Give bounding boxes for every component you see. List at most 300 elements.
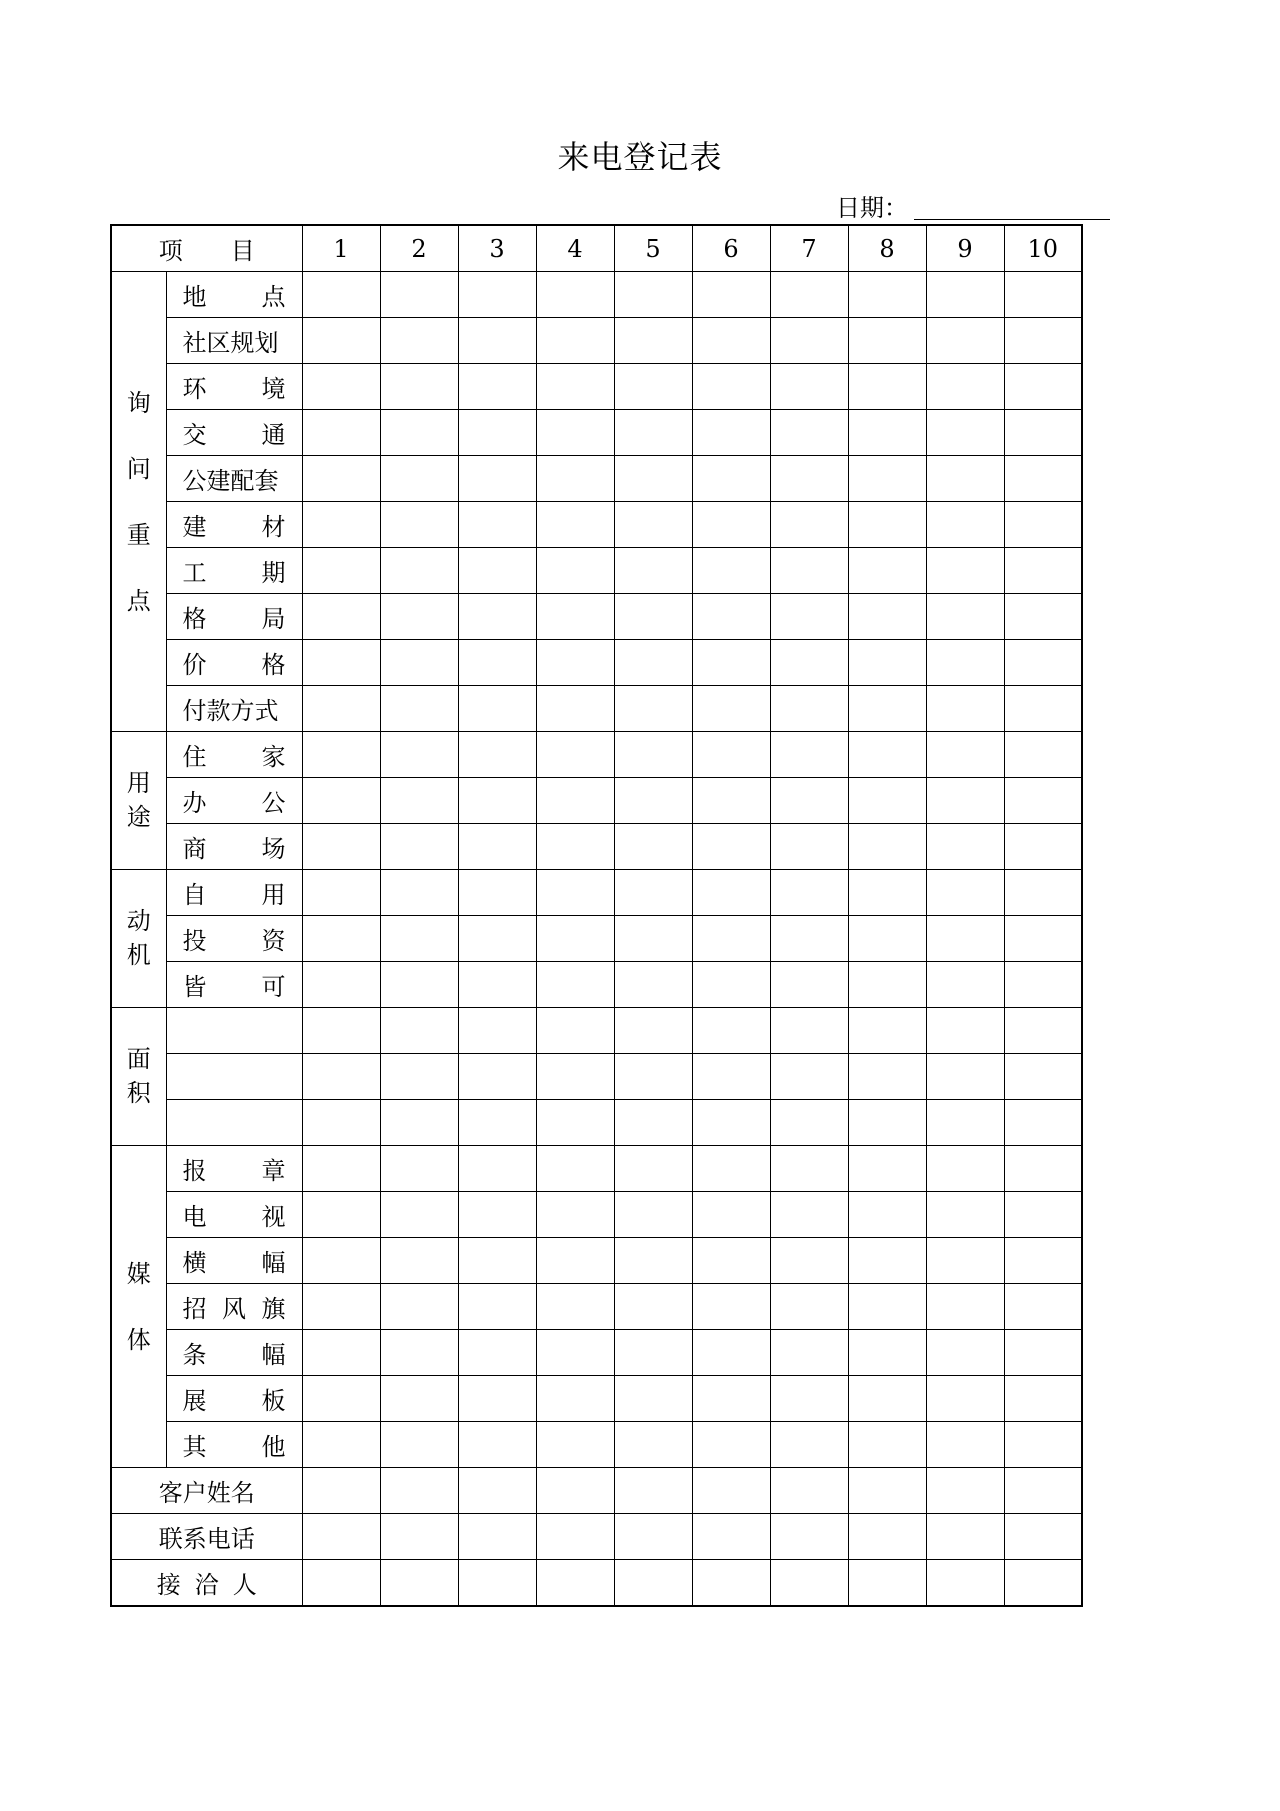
- entry-cell[interactable]: [458, 1330, 536, 1376]
- entry-cell[interactable]: [848, 1330, 926, 1376]
- entry-cell[interactable]: [926, 870, 1004, 916]
- entry-cell[interactable]: [848, 1008, 926, 1054]
- entry-cell[interactable]: [692, 870, 770, 916]
- entry-cell[interactable]: [692, 594, 770, 640]
- entry-cell[interactable]: [770, 1008, 848, 1054]
- entry-cell[interactable]: [302, 870, 380, 916]
- entry-cell[interactable]: [536, 1146, 614, 1192]
- entry-cell[interactable]: [770, 732, 848, 778]
- entry-cell[interactable]: [848, 1238, 926, 1284]
- entry-cell[interactable]: [692, 1008, 770, 1054]
- entry-cell[interactable]: [848, 1514, 926, 1560]
- entry-cell[interactable]: [380, 1146, 458, 1192]
- entry-cell[interactable]: [848, 318, 926, 364]
- entry-cell[interactable]: [614, 594, 692, 640]
- entry-cell[interactable]: [302, 1422, 380, 1468]
- entry-cell[interactable]: [302, 456, 380, 502]
- entry-cell[interactable]: [926, 456, 1004, 502]
- entry-cell[interactable]: [458, 502, 536, 548]
- entry-cell[interactable]: [1004, 1468, 1082, 1514]
- entry-cell[interactable]: [692, 1238, 770, 1284]
- entry-cell[interactable]: [848, 272, 926, 318]
- entry-cell[interactable]: [848, 1192, 926, 1238]
- entry-cell[interactable]: [614, 1054, 692, 1100]
- entry-cell[interactable]: [926, 686, 1004, 732]
- entry-cell[interactable]: [926, 962, 1004, 1008]
- registration-table: [110, 224, 1083, 1607]
- header-item-label: 项 目: [111, 225, 302, 272]
- entry-cell[interactable]: [380, 1422, 458, 1468]
- entry-cell[interactable]: [926, 318, 1004, 364]
- entry-cell[interactable]: [926, 410, 1004, 456]
- entry-cell[interactable]: [458, 640, 536, 686]
- entry-cell[interactable]: [536, 916, 614, 962]
- entry-cell[interactable]: [770, 1422, 848, 1468]
- entry-cell[interactable]: [458, 916, 536, 962]
- entry-cell[interactable]: [848, 1100, 926, 1146]
- entry-cell[interactable]: [848, 824, 926, 870]
- entry-cell[interactable]: [1004, 1560, 1082, 1607]
- entry-cell[interactable]: [536, 1514, 614, 1560]
- entry-cell[interactable]: [458, 1284, 536, 1330]
- entry-cell[interactable]: [926, 1192, 1004, 1238]
- entry-cell[interactable]: [1004, 1376, 1082, 1422]
- entry-cell[interactable]: [770, 870, 848, 916]
- entry-cell[interactable]: [1004, 1238, 1082, 1284]
- entry-cell[interactable]: [536, 1468, 614, 1514]
- entry-cell[interactable]: [458, 272, 536, 318]
- entry-cell[interactable]: [536, 1422, 614, 1468]
- entry-cell[interactable]: [848, 1468, 926, 1514]
- entry-cell[interactable]: [302, 1054, 380, 1100]
- entry-cell[interactable]: [380, 594, 458, 640]
- entry-cell[interactable]: [458, 548, 536, 594]
- entry-cell[interactable]: [926, 502, 1004, 548]
- entry-cell[interactable]: [692, 548, 770, 594]
- entry-cell[interactable]: [380, 1376, 458, 1422]
- entry-cell[interactable]: [770, 456, 848, 502]
- entry-cell[interactable]: [692, 318, 770, 364]
- entry-cell[interactable]: [1004, 1054, 1082, 1100]
- entry-cell[interactable]: [1004, 916, 1082, 962]
- entry-cell[interactable]: [536, 1376, 614, 1422]
- entry-cell[interactable]: [1004, 502, 1082, 548]
- entry-cell[interactable]: [302, 1146, 380, 1192]
- entry-cell[interactable]: [692, 1284, 770, 1330]
- entry-cell[interactable]: [302, 640, 380, 686]
- entry-cell[interactable]: [770, 1560, 848, 1607]
- entry-cell[interactable]: [302, 732, 380, 778]
- entry-cell[interactable]: [302, 1008, 380, 1054]
- entry-cell[interactable]: [380, 364, 458, 410]
- entry-cell[interactable]: [458, 456, 536, 502]
- entry-cell[interactable]: [692, 364, 770, 410]
- entry-cell[interactable]: [848, 502, 926, 548]
- entry-cell[interactable]: [770, 916, 848, 962]
- entry-cell[interactable]: [380, 1468, 458, 1514]
- entry-cell[interactable]: [1004, 1008, 1082, 1054]
- entry-cell[interactable]: [1004, 1284, 1082, 1330]
- entry-cell[interactable]: [458, 1192, 536, 1238]
- entry-cell[interactable]: [692, 502, 770, 548]
- entry-cell[interactable]: [848, 364, 926, 410]
- entry-cell[interactable]: [380, 456, 458, 502]
- entry-cell[interactable]: [1004, 548, 1082, 594]
- entry-cell[interactable]: [380, 318, 458, 364]
- entry-cell[interactable]: [458, 824, 536, 870]
- entry-cell[interactable]: [380, 778, 458, 824]
- entry-cell[interactable]: [614, 1238, 692, 1284]
- entry-cell[interactable]: [926, 1238, 1004, 1284]
- entry-cell[interactable]: [302, 686, 380, 732]
- entry-cell[interactable]: [1004, 364, 1082, 410]
- entry-cell[interactable]: [770, 1376, 848, 1422]
- entry-cell[interactable]: [536, 272, 614, 318]
- entry-cell[interactable]: [692, 686, 770, 732]
- entry-cell[interactable]: [614, 502, 692, 548]
- form-title: 来电登记表: [557, 138, 723, 176]
- entry-cell[interactable]: [536, 732, 614, 778]
- entry-cell[interactable]: [1004, 1330, 1082, 1376]
- entry-cell[interactable]: [770, 824, 848, 870]
- entry-cell[interactable]: [302, 548, 380, 594]
- entry-cell[interactable]: [380, 1284, 458, 1330]
- entry-cell[interactable]: [692, 410, 770, 456]
- entry-cell[interactable]: [692, 640, 770, 686]
- entry-cell[interactable]: [614, 1330, 692, 1376]
- entry-cell[interactable]: [536, 456, 614, 502]
- entry-cell[interactable]: [692, 1146, 770, 1192]
- entry-cell[interactable]: [926, 1146, 1004, 1192]
- entry-cell[interactable]: [614, 410, 692, 456]
- entry-cell[interactable]: [614, 640, 692, 686]
- entry-cell[interactable]: [692, 1192, 770, 1238]
- entry-cell[interactable]: [380, 870, 458, 916]
- entry-cell[interactable]: [770, 1514, 848, 1560]
- entry-cell[interactable]: [1004, 456, 1082, 502]
- entry-cell[interactable]: [302, 1100, 380, 1146]
- group-label: [111, 1008, 166, 1146]
- entry-cell[interactable]: [848, 870, 926, 916]
- entry-cell[interactable]: [458, 1560, 536, 1607]
- entry-cell[interactable]: [848, 410, 926, 456]
- entry-cell[interactable]: [1004, 686, 1082, 732]
- entry-cell[interactable]: [458, 1054, 536, 1100]
- entry-cell[interactable]: [770, 272, 848, 318]
- entry-cell[interactable]: [458, 1146, 536, 1192]
- entry-cell[interactable]: [380, 686, 458, 732]
- entry-cell[interactable]: [302, 272, 380, 318]
- entry-cell[interactable]: [848, 640, 926, 686]
- entry-cell[interactable]: [302, 1514, 380, 1560]
- entry-cell[interactable]: [536, 1284, 614, 1330]
- entry-cell[interactable]: [536, 594, 614, 640]
- item-label: 投资: [166, 916, 302, 962]
- date-field[interactable]: [914, 219, 1110, 220]
- entry-cell[interactable]: [692, 824, 770, 870]
- entry-cell[interactable]: [614, 1514, 692, 1560]
- entry-cell[interactable]: [926, 824, 1004, 870]
- entry-cell[interactable]: [536, 548, 614, 594]
- entry-cell[interactable]: [926, 1330, 1004, 1376]
- entry-cell[interactable]: [614, 1376, 692, 1422]
- entry-cell[interactable]: [536, 1054, 614, 1100]
- entry-cell[interactable]: [1004, 870, 1082, 916]
- entry-cell[interactable]: [848, 456, 926, 502]
- entry-cell[interactable]: [458, 778, 536, 824]
- entry-cell[interactable]: [614, 1468, 692, 1514]
- entry-cell[interactable]: [770, 778, 848, 824]
- entry-cell[interactable]: [458, 1100, 536, 1146]
- entry-cell[interactable]: [458, 1008, 536, 1054]
- entry-cell[interactable]: [302, 1376, 380, 1422]
- entry-cell[interactable]: [926, 594, 1004, 640]
- entry-cell[interactable]: [692, 732, 770, 778]
- entry-cell[interactable]: [770, 1054, 848, 1100]
- entry-cell[interactable]: [458, 870, 536, 916]
- entry-cell[interactable]: [848, 1284, 926, 1330]
- entry-cell[interactable]: [458, 318, 536, 364]
- entry-cell[interactable]: [1004, 1514, 1082, 1560]
- entry-cell[interactable]: [692, 272, 770, 318]
- entry-cell[interactable]: [1004, 594, 1082, 640]
- entry-cell[interactable]: [926, 1100, 1004, 1146]
- entry-cell[interactable]: [614, 1100, 692, 1146]
- entry-cell[interactable]: [692, 1100, 770, 1146]
- entry-cell[interactable]: [1004, 962, 1082, 1008]
- entry-cell[interactable]: [926, 272, 1004, 318]
- entry-cell[interactable]: [302, 824, 380, 870]
- entry-cell[interactable]: [614, 1284, 692, 1330]
- entry-cell[interactable]: [302, 364, 380, 410]
- entry-cell[interactable]: [458, 1468, 536, 1514]
- entry-cell[interactable]: [302, 1468, 380, 1514]
- entry-cell[interactable]: [380, 548, 458, 594]
- entry-cell[interactable]: [614, 870, 692, 916]
- entry-cell[interactable]: [848, 686, 926, 732]
- footer-row: [111, 1560, 1082, 1607]
- entry-cell[interactable]: [458, 364, 536, 410]
- entry-cell[interactable]: [380, 1054, 458, 1100]
- entry-cell[interactable]: [536, 502, 614, 548]
- entry-cell[interactable]: [848, 548, 926, 594]
- entry-cell[interactable]: [926, 1054, 1004, 1100]
- entry-cell[interactable]: [302, 502, 380, 548]
- entry-cell[interactable]: [458, 686, 536, 732]
- entry-cell[interactable]: [380, 824, 458, 870]
- entry-cell[interactable]: [380, 916, 458, 962]
- entry-cell[interactable]: [692, 1054, 770, 1100]
- entry-cell[interactable]: [614, 364, 692, 410]
- entry-cell[interactable]: [380, 1560, 458, 1607]
- entry-cell[interactable]: [536, 778, 614, 824]
- table-body: [111, 225, 1082, 1606]
- entry-cell[interactable]: [536, 962, 614, 1008]
- entry-cell[interactable]: [926, 548, 1004, 594]
- entry-cell[interactable]: [770, 962, 848, 1008]
- entry-cell[interactable]: [380, 410, 458, 456]
- entry-cell[interactable]: [536, 410, 614, 456]
- entry-cell[interactable]: [770, 410, 848, 456]
- entry-cell[interactable]: [926, 1560, 1004, 1607]
- entry-cell[interactable]: [848, 1560, 926, 1607]
- entry-cell[interactable]: [926, 916, 1004, 962]
- entry-cell[interactable]: [848, 916, 926, 962]
- entry-cell[interactable]: [692, 1468, 770, 1514]
- entry-cell[interactable]: [692, 916, 770, 962]
- entry-cell[interactable]: [1004, 778, 1082, 824]
- entry-cell[interactable]: [302, 962, 380, 1008]
- entry-cell[interactable]: [536, 1008, 614, 1054]
- entry-cell[interactable]: [1004, 1146, 1082, 1192]
- entry-cell[interactable]: [614, 824, 692, 870]
- entry-cell[interactable]: [614, 1146, 692, 1192]
- entry-cell[interactable]: [692, 1514, 770, 1560]
- entry-cell[interactable]: [770, 1284, 848, 1330]
- entry-cell[interactable]: [1004, 410, 1082, 456]
- entry-cell[interactable]: [848, 1422, 926, 1468]
- entry-cell[interactable]: [692, 1330, 770, 1376]
- entry-cell[interactable]: [614, 916, 692, 962]
- entry-cell[interactable]: [770, 1330, 848, 1376]
- entry-cell[interactable]: [380, 732, 458, 778]
- entry-cell[interactable]: [302, 916, 380, 962]
- entry-cell[interactable]: [458, 1376, 536, 1422]
- entry-cell[interactable]: [536, 640, 614, 686]
- entry-cell[interactable]: [614, 548, 692, 594]
- entry-cell[interactable]: [1004, 1422, 1082, 1468]
- entry-cell[interactable]: [614, 1008, 692, 1054]
- entry-cell[interactable]: [536, 686, 614, 732]
- entry-cell[interactable]: [770, 1192, 848, 1238]
- entry-cell[interactable]: [1004, 1100, 1082, 1146]
- entry-cell[interactable]: [1004, 318, 1082, 364]
- entry-cell[interactable]: [770, 1468, 848, 1514]
- entry-cell[interactable]: [458, 732, 536, 778]
- entry-cell[interactable]: [692, 1422, 770, 1468]
- entry-cell[interactable]: [614, 318, 692, 364]
- entry-cell[interactable]: [458, 410, 536, 456]
- entry-cell[interactable]: [380, 640, 458, 686]
- entry-cell[interactable]: [614, 686, 692, 732]
- entry-cell[interactable]: [770, 640, 848, 686]
- entry-cell[interactable]: [692, 1376, 770, 1422]
- entry-cell[interactable]: [692, 778, 770, 824]
- entry-cell[interactable]: [380, 1238, 458, 1284]
- entry-cell[interactable]: [380, 1514, 458, 1560]
- entry-cell[interactable]: [848, 962, 926, 1008]
- entry-cell[interactable]: [926, 1376, 1004, 1422]
- entry-cell[interactable]: [926, 364, 1004, 410]
- entry-cell[interactable]: [380, 962, 458, 1008]
- entry-cell[interactable]: [848, 1054, 926, 1100]
- entry-cell[interactable]: [770, 502, 848, 548]
- entry-cell[interactable]: [302, 1330, 380, 1376]
- entry-cell[interactable]: [302, 594, 380, 640]
- entry-cell[interactable]: [302, 1284, 380, 1330]
- entry-cell[interactable]: [536, 1560, 614, 1607]
- entry-cell[interactable]: [380, 272, 458, 318]
- entry-cell[interactable]: [848, 1146, 926, 1192]
- entry-cell[interactable]: [770, 548, 848, 594]
- entry-cell[interactable]: [380, 1330, 458, 1376]
- entry-cell[interactable]: [380, 1100, 458, 1146]
- entry-cell[interactable]: [458, 594, 536, 640]
- entry-cell[interactable]: [614, 456, 692, 502]
- entry-cell[interactable]: [770, 1146, 848, 1192]
- entry-cell[interactable]: [380, 1192, 458, 1238]
- entry-cell[interactable]: [692, 962, 770, 1008]
- entry-cell[interactable]: [302, 318, 380, 364]
- entry-cell[interactable]: [458, 962, 536, 1008]
- entry-cell[interactable]: [1004, 272, 1082, 318]
- entry-cell[interactable]: [692, 1560, 770, 1607]
- entry-cell[interactable]: [770, 318, 848, 364]
- footer-label: 客户姓名: [111, 1468, 302, 1514]
- entry-cell[interactable]: [770, 594, 848, 640]
- entry-cell[interactable]: [536, 318, 614, 364]
- entry-cell[interactable]: [458, 1514, 536, 1560]
- entry-cell[interactable]: [614, 1192, 692, 1238]
- entry-cell[interactable]: [536, 824, 614, 870]
- entry-cell[interactable]: [926, 1514, 1004, 1560]
- entry-cell[interactable]: [536, 364, 614, 410]
- entry-cell[interactable]: [536, 1192, 614, 1238]
- entry-cell[interactable]: [614, 1560, 692, 1607]
- entry-cell[interactable]: [614, 732, 692, 778]
- entry-cell[interactable]: [380, 502, 458, 548]
- entry-cell[interactable]: [614, 1422, 692, 1468]
- entry-cell[interactable]: [614, 272, 692, 318]
- entry-cell[interactable]: [848, 778, 926, 824]
- entry-cell[interactable]: [1004, 1192, 1082, 1238]
- entry-cell[interactable]: [536, 870, 614, 916]
- entry-cell[interactable]: [302, 1238, 380, 1284]
- entry-cell[interactable]: [302, 778, 380, 824]
- entry-cell[interactable]: [848, 1376, 926, 1422]
- entry-cell[interactable]: [926, 1468, 1004, 1514]
- entry-cell[interactable]: [302, 1560, 380, 1607]
- entry-cell[interactable]: [380, 1008, 458, 1054]
- entry-cell[interactable]: [848, 594, 926, 640]
- entry-cell[interactable]: [1004, 824, 1082, 870]
- entry-cell[interactable]: [770, 364, 848, 410]
- table-row: [111, 916, 1082, 962]
- entry-cell[interactable]: [770, 1238, 848, 1284]
- entry-cell[interactable]: [536, 1330, 614, 1376]
- entry-cell[interactable]: [614, 778, 692, 824]
- entry-cell[interactable]: [1004, 640, 1082, 686]
- entry-cell[interactable]: [692, 456, 770, 502]
- entry-cell[interactable]: [926, 1008, 1004, 1054]
- entry-cell[interactable]: [926, 1422, 1004, 1468]
- entry-cell[interactable]: [770, 1100, 848, 1146]
- entry-cell[interactable]: [926, 640, 1004, 686]
- entry-cell[interactable]: [302, 1192, 380, 1238]
- entry-cell[interactable]: [458, 1422, 536, 1468]
- entry-cell[interactable]: [614, 962, 692, 1008]
- entry-cell[interactable]: [536, 1100, 614, 1146]
- entry-cell[interactable]: [536, 1238, 614, 1284]
- entry-cell[interactable]: [926, 778, 1004, 824]
- entry-cell[interactable]: [926, 732, 1004, 778]
- entry-cell[interactable]: [302, 410, 380, 456]
- entry-cell[interactable]: [770, 686, 848, 732]
- entry-cell[interactable]: [848, 732, 926, 778]
- entry-cell[interactable]: [926, 1284, 1004, 1330]
- entry-cell[interactable]: [458, 1238, 536, 1284]
- entry-cell[interactable]: [1004, 732, 1082, 778]
